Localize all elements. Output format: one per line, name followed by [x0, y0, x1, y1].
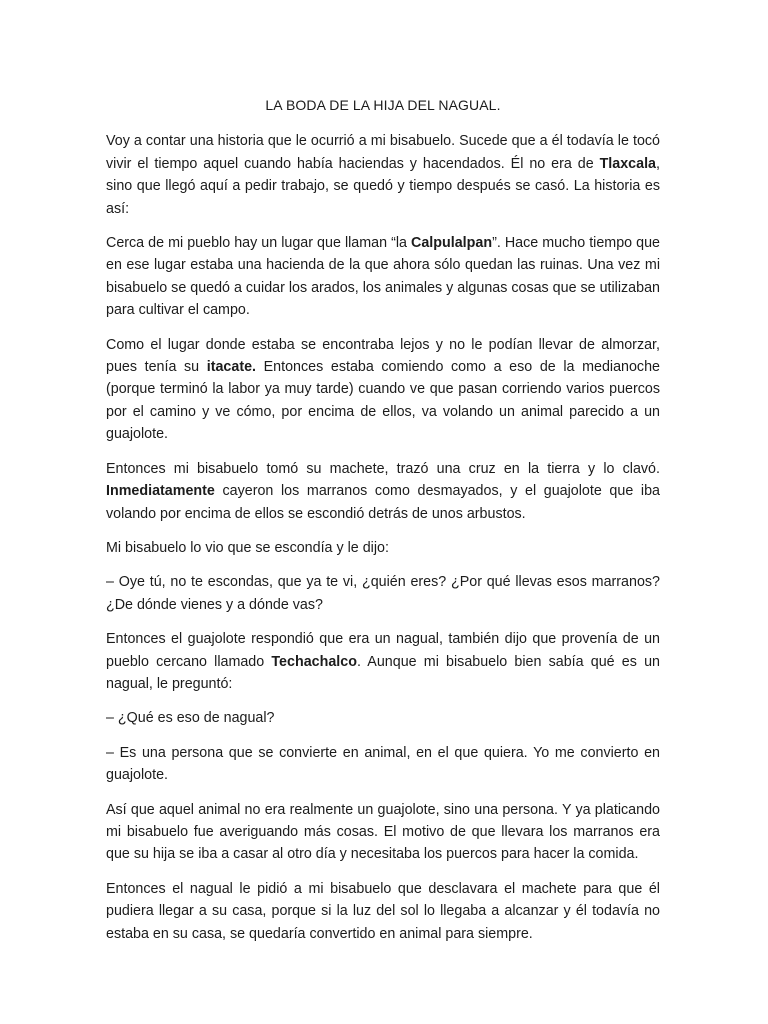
paragraph-3-bold: itacate. — [206, 359, 257, 376]
paragraph-5: Mi bisabuelo lo vio que se escondía y le dijo: — [106, 539, 389, 556]
paragraph-2-text-c: ”. Hace mucho tiempo que en ese lugar estaba una hacienda de la que ahora sólo quedan las ruinas. Una vez mi bisabuelo se quedó a cuidar los arados, los animales y algunas cosas que se utilizaban para cultivar el campo. — [106, 235, 660, 319]
paragraph-4-bold: Inmediatamente — [106, 483, 215, 500]
paragraph-9-dialogue: – Es una persona que se convierte en animal, en el que quiera. Yo me convierto en guajolote. — [106, 744, 660, 784]
paragraph-8-dialogue: – ¿Qué es eso de nagual? — [106, 710, 275, 727]
paragraph-1 — [106, 130, 660, 220]
paragraph-11: Entonces el nagual le pidió a mi bisabuelo que desclavara el machete para que él pudiera llegar a su casa, porque si la luz del sol lo llegaba a alcanzar y él todavía no estaba en su casa, se quedaría convertido en animal para siempre. — [106, 880, 660, 942]
paragraph-7-bold: Techachalco — [271, 653, 357, 670]
paragraph-3-text-c: Entonces estaba comiendo como a eso de la medianoche (porque terminó la labor ya muy tarde) cuando ve que pasan corriendo varios puercos por el camino y ve cómo, por encima de ellos, va volando un animal parecido a un guajolote. — [106, 359, 660, 443]
paragraph-2-bold: Calpulalpan — [411, 235, 493, 252]
paragraph-6-dialogue: – Oye tú, no te escondas, que ya te vi, ¿quién eres? ¿Por qué llevas esos marranos? ¿De dónde vienes y a dónde vas? — [106, 574, 660, 613]
paragraph-1-bold: Tlaxcala — [599, 155, 657, 172]
paragraph-1-text-c: , sino que llegó aquí a pedir trabajo, se quedó y tiempo después se casó. La historia es así: — [106, 155, 660, 217]
paragraph-3-text-a: Como el lugar donde estaba se encontraba lejos y no le podían llevar de almorzar, pues tenía su — [106, 336, 660, 376]
paragraph-2-text-a: Cerca de mi pueblo hay un lugar que llaman “la — [106, 235, 412, 252]
paragraph-2 — [106, 232, 660, 322]
paragraph-7-text-a: Entonces el guajolote respondió que era un nagual, también dijo que provenía de un pueblo cercano llamado — [106, 631, 660, 670]
document-body — [106, 88, 660, 957]
paragraph-7-text-c: . Aunque mi bisabuelo bien sabía qué es un nagual, le preguntó: — [106, 653, 660, 692]
paragraph-7 — [106, 628, 660, 695]
paragraph-3 — [106, 334, 660, 446]
paragraph-4-text-a: Entonces mi bisabuelo tomó su machete, trazó una cruz en la tierra y lo clavó. — [106, 460, 660, 477]
paragraph-10: Así que aquel animal no era realmente un guajolote, sino una persona. Y ya platicando mi bisabuelo fue averiguando más cosas. El motivo de que llevara los marranos era que su hija se iba a casar al otro día y necesitaba los puercos para hacer la comida. — [106, 801, 660, 863]
document-title: LA BODA DE LA HIJA DEL NAGUAL. — [265, 97, 501, 113]
paragraph-1-text-a: Voy a contar una historia que le ocurrió a mi bisabuelo. Sucede que a él todavía le tocó vivir el tiempo aquel cuando había haciendas y hacendados. Él no era de — [106, 133, 660, 172]
paragraph-4-text-c: cayeron los marranos como desmayados, y el guajolote que iba volando por encima de ellos se escondió detrás de unos arbustos. — [106, 483, 660, 522]
paragraph-4 — [106, 458, 660, 525]
